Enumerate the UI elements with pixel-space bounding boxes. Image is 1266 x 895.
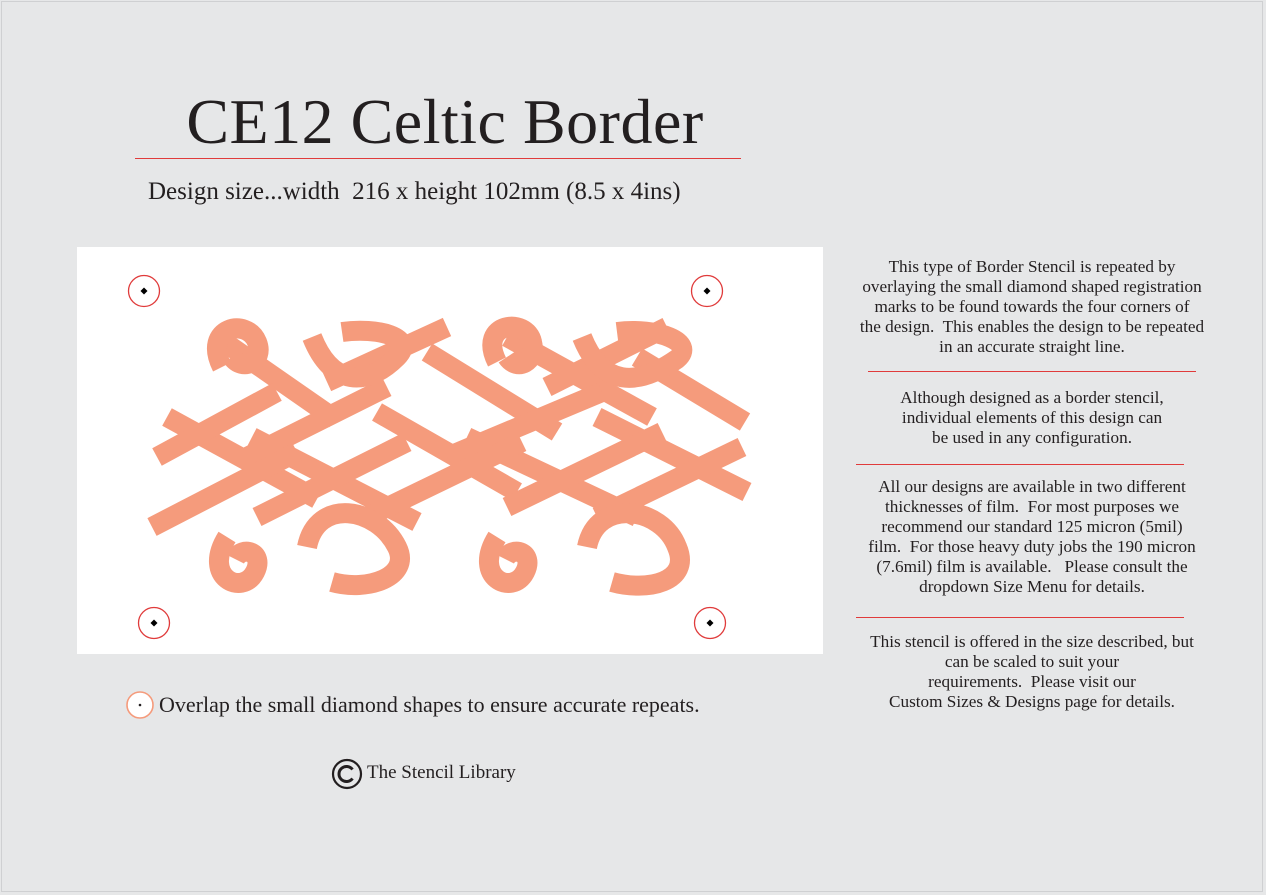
info-line: be used in any configuration. <box>932 428 1132 447</box>
title-underline <box>135 158 741 159</box>
info-line: can be scaled to suit your <box>944 652 1120 671</box>
registration-mark-top-right <box>690 274 724 308</box>
info-paragraph-film <box>838 477 1226 597</box>
registration-mark-bottom-left <box>137 606 171 640</box>
stencil-preview <box>77 247 823 654</box>
registration-dot-icon <box>125 690 155 720</box>
copyright-text: The Stencil Library <box>367 762 516 783</box>
info-divider <box>856 617 1184 618</box>
knot-loop <box>489 537 528 583</box>
overlap-note-text: Overlap the small diamond shapes to ensure accurate repeats. <box>159 692 700 717</box>
info-line: This type of Border Stencil is repeated by <box>888 257 1176 276</box>
info-line: recommend our standard 125 micron (5mil) <box>881 517 1183 536</box>
knot-loop <box>219 537 258 583</box>
page-title: CE12 Celtic Border <box>186 86 704 157</box>
registration-mark-bottom-right <box>693 606 727 640</box>
diamond-in-circle-icon <box>693 606 727 640</box>
info-line: requirements. Please visit our <box>928 672 1136 691</box>
registration-mark-top-left <box>127 274 161 308</box>
info-line: Although designed as a border stencil, <box>900 388 1164 407</box>
info-line: marks to be found towards the four corners of <box>874 297 1190 316</box>
info-line: All our designs are available in two different <box>878 477 1186 496</box>
copyright-icon <box>331 758 363 790</box>
knot-loop <box>307 513 400 585</box>
overlap-note <box>125 688 785 720</box>
info-paragraph-custom-sizes <box>838 632 1226 712</box>
info-paragraph-configuration <box>838 388 1226 448</box>
info-line: individual elements of this design can <box>901 408 1163 427</box>
info-line: in an accurate straight line. <box>939 337 1125 356</box>
info-line: overlaying the small diamond shaped registration <box>862 277 1202 296</box>
info-line: Custom Sizes & Designs page for details. <box>889 692 1175 711</box>
info-divider <box>856 464 1184 465</box>
info-divider <box>868 371 1196 372</box>
diamond-in-circle-icon <box>690 274 724 308</box>
diamond-in-circle-icon <box>137 606 171 640</box>
diamond-in-circle-icon <box>127 274 161 308</box>
knot-loop <box>312 331 402 378</box>
info-line: thicknesses of film. For most purposes we <box>884 497 1180 516</box>
copyright-notice <box>331 756 591 790</box>
info-paragraph-repeat <box>838 257 1226 357</box>
design-size-text: Design size...width 216 x height 102mm (8.5 x 4ins) <box>148 178 681 205</box>
info-line: This stencil is offered in the size described, but <box>870 632 1194 651</box>
info-line: the design. This enables the design to be repeated <box>859 317 1205 336</box>
info-line: dropdown Size Menu for details. <box>919 577 1145 596</box>
info-line: film. For those heavy duty jobs the 190 micron <box>868 537 1196 556</box>
info-line: (7.6mil) film is available. Please consult the <box>876 557 1188 576</box>
celtic-knot-artwork <box>77 247 823 654</box>
